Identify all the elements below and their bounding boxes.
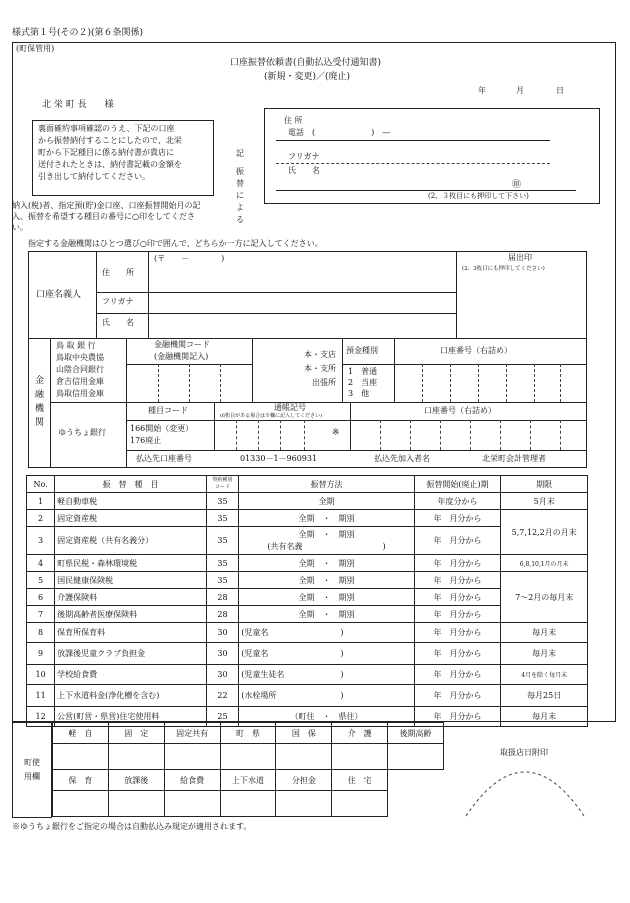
yucho-code-end[interactable]: 176廃止 <box>130 436 162 445</box>
pay-account-number: 01330－1－960931 <box>240 454 318 463</box>
service-row[interactable]: 2 固定資産税 35 全期 ・ 期別 年 月分から 5,7,12,2月の月末 <box>27 510 588 527</box>
seal-mark: ㊞ <box>512 180 522 190</box>
bank-code-note: (金融機関記入) <box>154 352 209 361</box>
passbook-label: 通帳記号 <box>274 403 306 412</box>
date-year: 年 <box>478 86 486 95</box>
service-row[interactable]: 12 公営(町営・県営)住宅使用料 25 （町住 ・ 県住） 年 月分から 毎月末 <box>27 707 588 727</box>
date-day: 日 <box>556 86 564 95</box>
financial-institution-label: 金 融 機 関 <box>35 376 45 428</box>
deposit-types[interactable]: 1 普通 2 当座 3 他 <box>348 367 378 398</box>
yucho-symbol-code-label: 種目コード <box>148 406 188 415</box>
service-row[interactable]: 4 町県民税・森林環境税 35 全期 ・ 期別 年 月分から 6,8,10,1月の月末 <box>27 555 588 572</box>
form-title: 口座振替依頼書(自動払込受付通知書) <box>230 58 382 68</box>
deposit-type-label: 預金種別 <box>346 346 378 355</box>
town-use-label: 町使 <box>24 758 40 767</box>
services-header-row: No. 振 替 種 目 契約種別 コード 振替方法 振替開始(廃止)期 期限 <box>27 476 588 493</box>
addressee: 北 栄 町 長 様 <box>42 100 114 110</box>
holder-furigana-label: フリガナ <box>102 297 134 306</box>
yucho-code-start[interactable]: 166開始（変更） <box>130 424 194 433</box>
service-row[interactable]: 9 放課後児童クラブ負担金 30 (児童名 ) 年 月分から 毎月末 <box>27 643 588 665</box>
form-number: 様式第１号(その２)(第６条関係) <box>12 28 144 38</box>
passbook-mark: ※ <box>332 428 340 438</box>
service-row[interactable]: 11 上下水道料金(浄化槽を含む) 22 (水栓場所 ) 年 月分から 毎月25日 <box>27 685 588 707</box>
form-subtitle: (新規・変更)／(廃止) <box>264 72 351 82</box>
services-table <box>26 475 588 727</box>
signer-address-label: 住 所 <box>284 116 303 125</box>
stamp-arc <box>460 758 590 818</box>
pay-account-label: 払込先口座番号 <box>136 454 192 463</box>
department-label: (町保管用) <box>16 44 55 53</box>
signer-side-label: 記 振 替 に よ る <box>236 149 244 224</box>
bank-instruction: 指定する金融機関はひとつ選び○印で囲んで、どちらか一方に記入してください。 <box>28 239 323 248</box>
service-row[interactable]: 7 後期高齢者医療保険料 28 全期 ・ 期別 年 月分から <box>27 606 588 623</box>
holder-label: 口座名義人 <box>36 290 82 300</box>
holder-address-label: 住 所 <box>102 268 134 277</box>
footnote: ※ゆうちょ銀行をご指定の場合は自動払込み規定が適用されます。 <box>12 822 252 831</box>
signer-furigana-label: フリガナ <box>288 152 320 161</box>
holder-seal-note: (2、3枚目にも押印してください) <box>462 266 545 272</box>
date-month: 月 <box>516 86 524 95</box>
holder-name-label: 氏 名 <box>102 318 134 327</box>
service-row[interactable]: 1 軽自動車税 35 全期 年度分から 5月末 <box>27 493 588 510</box>
town-use-table: 軽 自 固 定 固定共有 町 県 国 保 介 護 後期高齢 保 育 放課後 給食費 上下水道 分担金 住 宅 <box>52 722 444 817</box>
branch-types[interactable]: 本・支店 本・支所 出張所 <box>304 350 336 387</box>
passbook-note: (6桁目がある場合は※欄に記入してください) <box>220 413 323 419</box>
service-row[interactable]: 5 国民健康保険税 35 全期 ・ 期別 年 月分から 7～2月の毎月末 <box>27 572 588 589</box>
yucho-account-label: 口座番号（右詰め） <box>424 406 496 415</box>
bank-code-label: 金融機関コード <box>154 340 210 349</box>
holder-seal-label: 届出印 <box>508 253 532 262</box>
service-row[interactable]: 3 固定資産税（共有名義分） 35 全期 ・ 期別 (共有名義 ) 年 月分から <box>27 527 588 555</box>
account-number-label: 口座番号（右詰め） <box>440 346 512 355</box>
bank-list[interactable]: 鳥 取 銀 行 鳥取中央農協 山陰合同銀行 倉吉信用金庫 鳥取信用金庫 <box>56 341 104 398</box>
service-row[interactable]: 10 学校給食費 30 (児童生徒名 ) 年 月分から 4月を除く毎月末 <box>27 665 588 685</box>
town-use-label-box <box>12 722 52 818</box>
bank-stamp-label: 取扱店日附印 <box>500 748 548 757</box>
signer-phone[interactable]: 電話 ( ) — <box>288 128 391 137</box>
yucho-bank-label[interactable]: ゆうちょ銀行 <box>58 428 106 437</box>
service-row[interactable]: 6 介護保険料 28 全期 ・ 期別 年 月分から <box>27 589 588 606</box>
pay-name-label: 払込先加入者名 <box>374 454 430 463</box>
signer-seal-note: (2、３枚目にも押印して下さい) <box>428 192 529 200</box>
pay-name: 北栄町会計管理者 <box>482 454 546 463</box>
holder-postal[interactable]: (〒 － ) <box>154 254 225 263</box>
signer-name-label: 氏 名 <box>288 166 320 175</box>
service-row[interactable]: 8 保育所保育料 30 (児童名 ) 年 月分から 毎月末 <box>27 623 588 643</box>
